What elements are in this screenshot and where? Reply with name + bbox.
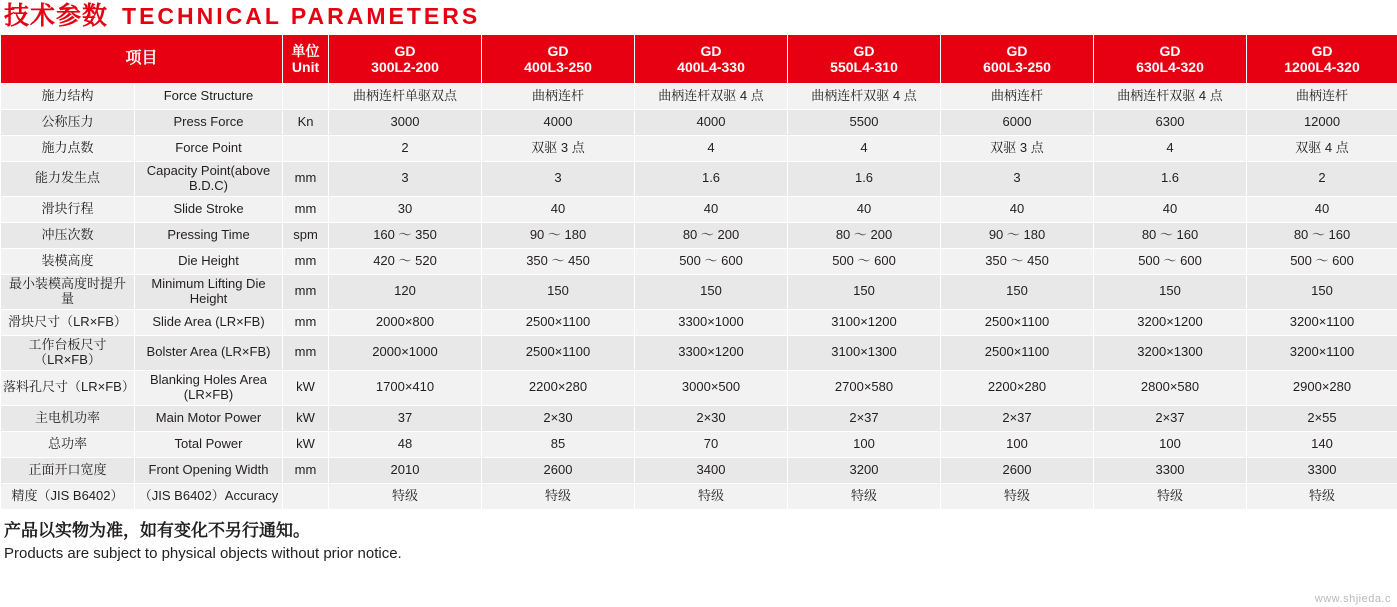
row-label-en: Blanking Holes Area (LR×FB) [135, 370, 283, 405]
row-value: 100 [788, 431, 941, 457]
row-label-cn: 施力结构 [1, 84, 135, 110]
row-value: 48 [329, 431, 482, 457]
table-row [1, 162, 1397, 197]
row-value: 3200×1200 [1094, 309, 1247, 335]
row-label-cn: 装模高度 [1, 248, 135, 274]
row-value: 双驱 3 点 [482, 136, 635, 162]
row-value: 1.6 [635, 162, 788, 197]
row-value: 4 [788, 136, 941, 162]
header-model-brand: GD [547, 42, 569, 59]
row-value: 2000×1000 [329, 335, 482, 370]
row-label-cn: 最小装模高度时提升量 [1, 274, 135, 309]
row-value: 40 [482, 196, 635, 222]
row-label-cn: 精度（JIS B6402） [1, 483, 135, 509]
header-model-brand: GD [1006, 42, 1028, 59]
row-value: 特级 [329, 483, 482, 509]
header-item: 项目 [1, 35, 283, 84]
row-label-en: Slide Stroke [135, 196, 283, 222]
row-value: 5500 [788, 110, 941, 136]
row-value: 特级 [1094, 483, 1247, 509]
row-value: 150 [1247, 274, 1397, 309]
row-value: 150 [788, 274, 941, 309]
row-value: 特级 [482, 483, 635, 509]
table-header [1, 35, 1397, 84]
row-label-cn: 落料孔尺寸（LR×FB） [1, 370, 135, 405]
header-model-code: 400L3-250 [524, 59, 592, 75]
row-value: 6300 [1094, 110, 1247, 136]
table-row [1, 309, 1397, 335]
header-model-6 [1094, 35, 1247, 84]
row-unit: mm [283, 335, 329, 370]
page-title-cn: 技术参数 [4, 2, 109, 30]
row-value: 3100×1300 [788, 335, 941, 370]
row-label-cn: 工作台板尺寸（LR×FB） [1, 335, 135, 370]
row-value: 1.6 [788, 162, 941, 197]
row-value: 2×30 [635, 405, 788, 431]
row-label-cn: 正面开口宽度 [1, 457, 135, 483]
row-value: 3300 [1094, 457, 1247, 483]
watermark-text: www.shjieda.c [1314, 593, 1391, 605]
row-value: 2500×1100 [941, 335, 1094, 370]
row-unit [283, 136, 329, 162]
row-value: 曲柄连杆 [941, 84, 1094, 110]
header-model-1 [329, 35, 482, 84]
row-value: 500 ～ 600 [1094, 248, 1247, 274]
page-title-en: TECHNICAL PARAMETERS [122, 3, 481, 29]
footer-note-en: Products are subject to physical objects without prior notice. [4, 545, 402, 562]
row-value: 曲柄连杆双驱 4 点 [1094, 84, 1247, 110]
row-value: 2800×580 [1094, 370, 1247, 405]
header-model-3 [635, 35, 788, 84]
row-unit: mm [283, 248, 329, 274]
table-row [1, 196, 1397, 222]
row-value: 双驱 4 点 [1247, 136, 1397, 162]
row-label-cn: 滑块行程 [1, 196, 135, 222]
row-value: 特级 [1247, 483, 1397, 509]
row-value: 12000 [1247, 110, 1397, 136]
row-value: 3100×1200 [788, 309, 941, 335]
header-model-7 [1247, 35, 1397, 84]
row-value: 6000 [941, 110, 1094, 136]
row-value: 40 [788, 196, 941, 222]
table-row [1, 457, 1397, 483]
row-value: 2010 [329, 457, 482, 483]
row-value: 70 [635, 431, 788, 457]
row-value: 150 [1094, 274, 1247, 309]
table-row [1, 110, 1397, 136]
row-value: 曲柄连杆 [1247, 84, 1397, 110]
table-row [1, 483, 1397, 509]
row-value: 2×30 [482, 405, 635, 431]
row-label-en: Main Motor Power [135, 405, 283, 431]
row-value: 3 [329, 162, 482, 197]
header-model-brand: GD [700, 42, 722, 59]
footer-note-cn: 产品以实物为准，如有变化不另行通知。 [4, 520, 310, 540]
row-unit: mm [283, 309, 329, 335]
header-model-code: 630L4-320 [1136, 59, 1204, 75]
row-label-cn: 总功率 [1, 431, 135, 457]
row-value: 85 [482, 431, 635, 457]
row-value: 350 ～ 450 [941, 248, 1094, 274]
row-value: 2000×800 [329, 309, 482, 335]
row-value: 3300×1000 [635, 309, 788, 335]
header-unit-en: Unit [291, 59, 320, 75]
row-label-en: （JIS B6402）Accuracy [135, 483, 283, 509]
row-value: 2500×1100 [941, 309, 1094, 335]
row-label-en: Minimum Lifting Die Height [135, 274, 283, 309]
row-value: 特级 [635, 483, 788, 509]
row-value: 500 ～ 600 [1247, 248, 1397, 274]
header-model-2 [482, 35, 635, 84]
row-value: 2200×280 [941, 370, 1094, 405]
row-unit: mm [283, 196, 329, 222]
row-label-en: Bolster Area (LR×FB) [135, 335, 283, 370]
header-model-code: 1200L4-320 [1284, 59, 1360, 75]
header-model-code: 550L4-310 [830, 59, 898, 75]
row-value: 2 [1247, 162, 1397, 197]
row-value: 2200×280 [482, 370, 635, 405]
header-model-5 [941, 35, 1094, 84]
row-unit: kW [283, 370, 329, 405]
row-value: 1700×410 [329, 370, 482, 405]
row-value: 双驱 3 点 [941, 136, 1094, 162]
row-value: 4 [635, 136, 788, 162]
row-value: 40 [635, 196, 788, 222]
row-value: 3300 [1247, 457, 1397, 483]
row-unit: kW [283, 405, 329, 431]
row-value: 1.6 [1094, 162, 1247, 197]
row-value: 350 ～ 450 [482, 248, 635, 274]
row-value: 120 [329, 274, 482, 309]
header-model-brand: GD [853, 42, 875, 59]
row-label-cn: 施力点数 [1, 136, 135, 162]
header-model-code: 600L3-250 [983, 59, 1051, 75]
row-value: 500 ～ 600 [788, 248, 941, 274]
row-value: 100 [1094, 431, 1247, 457]
table-row [1, 431, 1397, 457]
row-unit: kW [283, 431, 329, 457]
row-label-cn: 主电机功率 [1, 405, 135, 431]
row-value: 90 ～ 180 [941, 222, 1094, 248]
row-value: 140 [1247, 431, 1397, 457]
row-unit: mm [283, 457, 329, 483]
technical-parameters-table [0, 34, 1397, 510]
row-value: 420 ～ 520 [329, 248, 482, 274]
header-model-code: 400L4-330 [677, 59, 745, 75]
row-label-cn: 公称压力 [1, 110, 135, 136]
row-value: 2×37 [941, 405, 1094, 431]
row-label-en: Pressing Time [135, 222, 283, 248]
row-value: 40 [941, 196, 1094, 222]
table-row [1, 84, 1397, 110]
table-row [1, 248, 1397, 274]
row-value: 2×37 [1094, 405, 1247, 431]
row-value: 3000×500 [635, 370, 788, 405]
row-unit: mm [283, 162, 329, 197]
row-value: 30 [329, 196, 482, 222]
row-label-cn: 能力发生点 [1, 162, 135, 197]
row-unit [283, 483, 329, 509]
row-value: 500 ～ 600 [635, 248, 788, 274]
row-value: 曲柄连杆单驱双点 [329, 84, 482, 110]
row-unit: mm [283, 274, 329, 309]
table-row [1, 222, 1397, 248]
row-unit: spm [283, 222, 329, 248]
table-row [1, 274, 1397, 309]
header-unit-cn: 单位 [291, 42, 320, 59]
row-value: 160 ～ 350 [329, 222, 482, 248]
row-value: 40 [1247, 196, 1397, 222]
row-value: 150 [482, 274, 635, 309]
header-row [1, 35, 1397, 84]
row-value: 2500×1100 [482, 309, 635, 335]
row-unit [283, 84, 329, 110]
header-model-4 [788, 35, 941, 84]
row-value: 4000 [482, 110, 635, 136]
row-value: 4000 [635, 110, 788, 136]
row-value: 3 [482, 162, 635, 197]
page-title [0, 0, 1397, 34]
row-value: 100 [941, 431, 1094, 457]
row-value: 3200 [788, 457, 941, 483]
row-value: 80 ～ 160 [1247, 222, 1397, 248]
row-value: 2500×1100 [482, 335, 635, 370]
row-value: 3200×1100 [1247, 335, 1397, 370]
header-unit [283, 35, 329, 84]
row-value: 3400 [635, 457, 788, 483]
table-row [1, 335, 1397, 370]
row-value: 3000 [329, 110, 482, 136]
row-value: 2×37 [788, 405, 941, 431]
row-value: 80 ～ 200 [788, 222, 941, 248]
row-label-cn: 冲压次数 [1, 222, 135, 248]
header-model-code: 300L2-200 [371, 59, 439, 75]
row-value: 2900×280 [1247, 370, 1397, 405]
header-model-brand: GD [1159, 42, 1181, 59]
footer-note [0, 510, 1397, 565]
row-value: 2600 [482, 457, 635, 483]
row-value: 37 [329, 405, 482, 431]
row-label-cn: 滑块尺寸（LR×FB） [1, 309, 135, 335]
header-model-brand: GD [1311, 42, 1333, 59]
row-value: 特级 [941, 483, 1094, 509]
table-row [1, 370, 1397, 405]
row-value: 曲柄连杆双驱 4 点 [635, 84, 788, 110]
row-label-en: Force Point [135, 136, 283, 162]
row-value: 曲柄连杆双驱 4 点 [788, 84, 941, 110]
table-row [1, 136, 1397, 162]
row-value: 2×55 [1247, 405, 1397, 431]
table-row [1, 405, 1397, 431]
row-value: 2700×580 [788, 370, 941, 405]
row-unit: Kn [283, 110, 329, 136]
row-value: 2 [329, 136, 482, 162]
row-value: 2600 [941, 457, 1094, 483]
row-value: 曲柄连杆 [482, 84, 635, 110]
row-value: 80 ～ 200 [635, 222, 788, 248]
row-value: 90 ～ 180 [482, 222, 635, 248]
row-label-en: Press Force [135, 110, 283, 136]
table-body [1, 84, 1397, 510]
row-label-en: Front Opening Width [135, 457, 283, 483]
row-value: 特级 [788, 483, 941, 509]
header-model-brand: GD [394, 42, 416, 59]
row-value: 80 ～ 160 [1094, 222, 1247, 248]
row-value: 3300×1200 [635, 335, 788, 370]
row-value: 150 [941, 274, 1094, 309]
row-label-en: Total Power [135, 431, 283, 457]
row-value: 3200×1100 [1247, 309, 1397, 335]
row-label-en: Die Height [135, 248, 283, 274]
row-label-en: Slide Area (LR×FB) [135, 309, 283, 335]
row-label-en: Capacity Point(above B.D.C) [135, 162, 283, 197]
row-value: 3200×1300 [1094, 335, 1247, 370]
row-value: 40 [1094, 196, 1247, 222]
row-value: 3 [941, 162, 1094, 197]
row-label-en: Force Structure [135, 84, 283, 110]
row-value: 4 [1094, 136, 1247, 162]
row-value: 150 [635, 274, 788, 309]
